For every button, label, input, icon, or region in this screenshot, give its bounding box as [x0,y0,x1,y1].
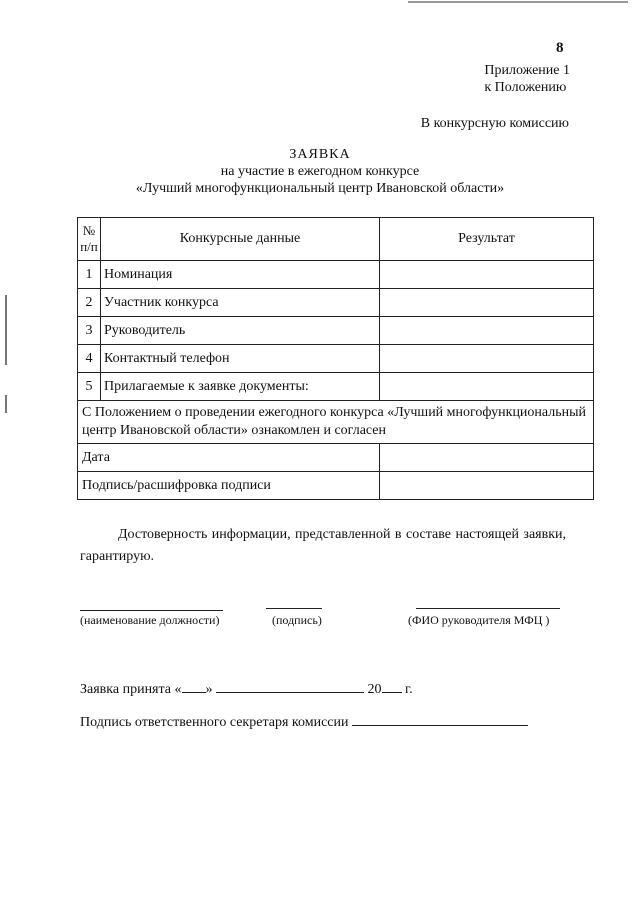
row-num: 2 [78,289,101,317]
row-num: 1 [78,261,101,289]
scan-mark [5,295,7,365]
table-row [78,345,594,373]
year-prefix: 20 [367,682,382,697]
row-result-cell[interactable] [380,345,594,373]
secretary-line [80,711,528,731]
scan-mark [408,1,628,3]
accepted-prefix: Заявка принята « [80,682,182,697]
guarantee-statement [80,524,566,568]
row-label: Номинация [101,261,380,289]
scan-mark [5,395,7,413]
accepted-close-quote: » [205,682,213,697]
signature-value-cell[interactable] [380,472,594,500]
row-result-cell[interactable] [380,261,594,289]
row-result-cell[interactable] [380,317,594,345]
row-label: Участник конкурса [101,289,380,317]
secretary-label: Подпись ответственного секретаря комиссии [80,715,349,730]
page-number: 8 [556,40,564,56]
date-label: Дата [78,444,380,472]
row-label: Контактный телефон [101,345,380,373]
date-value-cell[interactable] [380,444,594,472]
row-label: Руководитель [101,317,380,345]
row-num: 5 [78,373,101,401]
accepted-line [80,678,413,698]
agreement-row [78,401,594,444]
head-name-caption: (ФИО руководителя МФЦ ) [408,613,550,627]
row-result-cell[interactable] [380,373,594,401]
head-name-line[interactable] [416,608,560,609]
signature-line[interactable] [266,608,322,609]
guarantee-text: Достоверность информации, представленной в составе настоящей заявки, гарантирую. [80,527,566,564]
table-row [78,289,594,317]
month-blank[interactable] [216,678,364,693]
document-title [0,146,640,197]
title-main: ЗАЯВКА [289,147,351,162]
application-table [77,217,594,500]
appendix-line-2: к Положению [484,80,567,95]
appendix-note [484,62,570,96]
table-row [78,317,594,345]
addressee: В конкурсную комиссию [420,116,569,131]
year-blank[interactable] [382,678,402,693]
table-row [78,373,594,401]
row-num: 3 [78,317,101,345]
signature-row [78,472,594,500]
title-sub-2: «Лучший многофункциональный центр Ивановской области» [135,181,505,196]
secretary-blank[interactable] [352,711,528,726]
table-row [78,261,594,289]
date-row [78,444,594,472]
row-result-cell[interactable] [380,289,594,317]
signature-label: Подпись/расшифровка подписи [78,472,380,500]
title-sub-1: на участие в ежегодном конкурсе [220,164,420,179]
table-header-row [78,218,594,261]
position-line[interactable] [80,610,223,611]
position-caption: (наименование должности) [80,613,220,627]
year-suffix: г. [405,682,413,697]
header-num: № п/п [78,218,101,261]
header-result: Результат [380,218,594,261]
row-label: Прилагаемые к заявке документы: [101,373,380,401]
header-data: Конкурсные данные [101,218,380,261]
day-blank[interactable] [182,678,206,693]
row-num: 4 [78,345,101,373]
agreement-text: С Положением о проведении ежегодного конкурса «Лучший многофункциональный центр Ивановской области» ознакомлен и согласен [78,401,594,444]
appendix-line-1: Приложение 1 [484,63,570,78]
signature-caption: (подпись) [272,613,322,627]
